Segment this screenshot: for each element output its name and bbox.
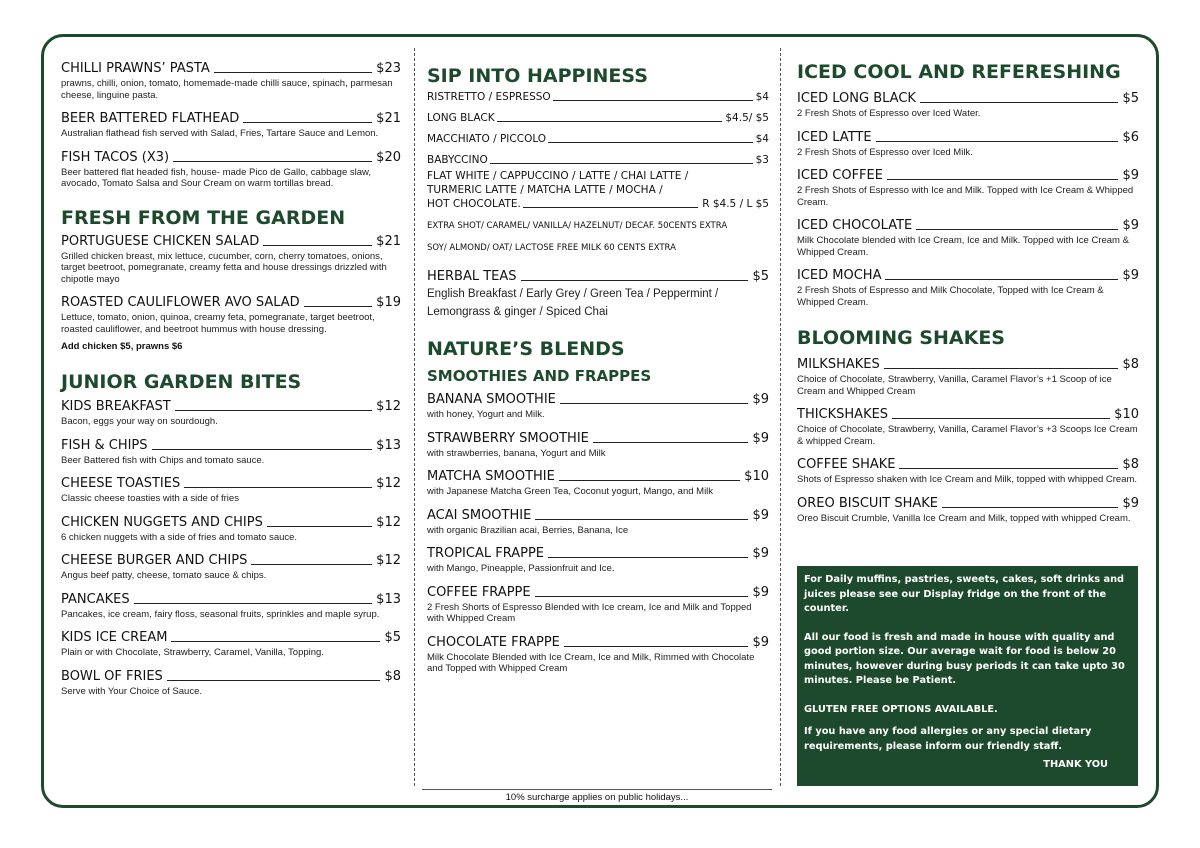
leader-line (884, 368, 1119, 369)
item-price: $9 (752, 634, 769, 650)
item-description: prawns, chilli, onion, tomato, homemade-made chilli sauce, spinach, parmesan cheese, linguine pasta. (61, 78, 393, 101)
item-name: CHEESE TOASTIES (61, 476, 181, 491)
item-name: CHEESE BURGER AND CHIPS (61, 553, 248, 568)
add-protein-note: Add chicken $5, prawns $6 (61, 341, 183, 352)
item-price: $9 (752, 392, 769, 407)
leader-line (942, 507, 1118, 508)
item-description: Oreo Biscuit Crumble, Vanilla Ice Cream and Milk, topped with whipped Cream. (797, 512, 1131, 524)
leader-line (916, 229, 1118, 230)
iced-section-title: ICED COOL AND REFERESHING (797, 61, 1121, 83)
leader-line (548, 557, 748, 558)
menu-item (61, 149, 401, 190)
item-name: ICED COFFEE (797, 168, 883, 183)
leader-line (304, 306, 372, 307)
gluten-free-note: GLUTEN FREE OPTIONS AVAILABLE. (804, 703, 998, 715)
alt-milk-note: SOY/ ALMOND/ OAT/ LACTOSE FREE MILK 60 CENTS EXTRA (427, 243, 676, 253)
leader-line (243, 122, 372, 123)
item-price: $9 (752, 546, 769, 561)
leader-line (885, 279, 1118, 280)
extra-shot-note: EXTRA SHOT/ CARAMEL/ VANILLA/ HAZELNUT/ DECAF. 50CENTS EXTRA (427, 221, 728, 231)
leader-line (267, 526, 372, 527)
item-name: KIDS BREAKFAST (61, 399, 171, 414)
menu-item (61, 110, 401, 140)
item-price: $13 (376, 437, 401, 453)
item-description: Beer battered flat headed fish, house- made Pico de Gallo, cabbage slaw, avocado, Tomato Salsa and Sour Cream on warm tortillas bread. (61, 166, 372, 189)
item-price: $12 (376, 553, 401, 568)
item-description: Grilled chicken breast, mix lettuce, cucumber, corn, cherry tomatoes, onions, target beetroot, pomegranate, creamy fetta and house dressings drizzled with chipotle mayo (61, 250, 387, 285)
item-description: Angus beef patty, cheese, tomato sauce & chips. (61, 570, 267, 581)
menu-item (427, 90, 769, 104)
leader-line (559, 480, 740, 481)
item-description: Lettuce, tomato, onion, quinoa, creamy feta, pomegranate, target beetroot, roasted cauliflower, and beetroot hummus with house dressing. (61, 312, 375, 335)
allergy-note: If you have any food allergies or any special dietary requirements, please inform our friendly staff. (804, 726, 1092, 752)
leader-line (899, 468, 1118, 469)
surcharge-note: 10% surcharge applies on public holidays... (422, 789, 772, 805)
cold-drinks-column (797, 60, 1139, 524)
item-name: LONG BLACK (427, 112, 495, 124)
shakes-list (797, 356, 1139, 524)
menu-item (427, 634, 769, 675)
item-description: Pancakes, ice cream, fairy floss, seasonal fruits, sprinkles and maple syrup. (61, 608, 380, 620)
item-price: $4.5/ $5 (725, 112, 769, 124)
leader-line (263, 245, 372, 246)
item-description: 2 Fresh Shots of Espresso and Milk Chocolate, Topped with Ice Cream & Whipped Cream. (797, 285, 1104, 308)
leader-line (920, 102, 1119, 103)
menu-item (427, 507, 769, 537)
item-name: STRAWBERRY SMOOTHIE (427, 430, 589, 446)
menu-item (797, 406, 1139, 447)
menu-item (61, 60, 401, 101)
item-name: COFFEE SHAKE (797, 457, 896, 472)
menu-item (61, 514, 401, 544)
milk-coffee-line-2: TURMERIC LATTE / MATCHA LATTE / MOCHA / (427, 184, 663, 196)
leader-line (887, 179, 1118, 180)
item-price: $21 (376, 233, 401, 249)
item-name: MATCHA SMOOTHIE (427, 469, 555, 484)
menu-item (797, 267, 1139, 308)
item-name: FISH & CHIPS (61, 437, 148, 453)
item-description: Shots of Espresso shaken with Ice Cream and Milk, topped with whipped Cream. (797, 474, 1138, 485)
item-price: $8 (1122, 457, 1139, 472)
herbal-teas-item (427, 268, 769, 321)
menu-item (797, 356, 1139, 397)
menu-item (797, 495, 1139, 525)
leader-line (535, 596, 749, 597)
milk-coffee-line-3: HOT CHOCOLATE. (427, 198, 521, 210)
item-description: Serve with Your Choice of Sauce. (61, 685, 203, 697)
item-price: $12 (376, 514, 401, 530)
item-name: KIDS ICE CREAM (61, 630, 168, 645)
item-price: $3 (755, 154, 769, 166)
menu-item (427, 545, 769, 575)
smoothies-list (427, 391, 769, 675)
item-description: Bacon, eggs your way on sourdough. (61, 416, 218, 427)
item-price: $12 (376, 476, 401, 491)
drinks-column (427, 64, 769, 675)
food-column (61, 60, 401, 697)
herbal-teas-name: HERBAL TEAS (427, 269, 517, 284)
leader-line (497, 121, 723, 122)
leader-line (548, 142, 753, 143)
leader-line (521, 280, 749, 281)
menu-item (61, 591, 401, 621)
item-description: Milk Chocolate blended with Ice Cream, Ice and Milk. Topped with Ice Cream & Whipped Cream. (797, 235, 1129, 258)
item-description: with Mango, Pineapple, Passionfruit and Ice. (427, 563, 615, 574)
item-description: Milk Chocolate Blended with Ice Cream, Ice and Milk, Rimmed with Chocolate and Topped with Whipped Cream (427, 651, 755, 674)
item-name: RISTRETTO / ESPRESSO (427, 91, 551, 103)
item-price: $9 (1122, 218, 1139, 233)
item-name: TROPICAL FRAPPE (427, 546, 544, 561)
item-name: ICED CHOCOLATE (797, 218, 913, 233)
menu-item (427, 468, 769, 498)
shakes-section-title: BLOOMING SHAKES (797, 327, 1005, 349)
item-price: $6 (1122, 129, 1139, 145)
item-name: PORTUGUESE CHICKEN SALAD (61, 233, 260, 249)
menu-item (797, 90, 1139, 120)
item-name: ICED LONG BLACK (797, 91, 916, 106)
item-name: CHOCOLATE FRAPPE (427, 634, 560, 650)
menu-item (797, 129, 1139, 159)
item-price: $9 (752, 507, 769, 523)
menu-item (427, 132, 769, 146)
menu-item (61, 294, 401, 335)
item-description: with strawberries, banana, Yogurt and Milk (427, 447, 606, 459)
item-price: $21 (376, 111, 401, 126)
item-description: 2 Fresh Shots of Espresso over Iced Water. (797, 108, 981, 119)
item-description: 2 Fresh Shorts of Espresso Blended with Ice cream, Ice and Milk and Topped with Whipped Cream (427, 601, 752, 624)
item-name: ICED LATTE (797, 129, 872, 145)
item-description: Classic cheese toasties with a side of fries (61, 493, 239, 504)
leader-line (251, 564, 372, 565)
menu-item (61, 629, 401, 659)
leader-line (171, 641, 380, 642)
menu-item (427, 391, 769, 421)
leader-line (553, 100, 753, 101)
item-name: MILKSHAKES (797, 357, 880, 372)
menu-item (61, 437, 401, 467)
item-price: $4 (755, 91, 769, 103)
column-divider-right (780, 48, 781, 786)
menu-item (61, 475, 401, 505)
milk-coffee-line-1: FLAT WHITE / CAPPUCCINO / LATTE / CHAI LATTE / (427, 170, 689, 182)
item-description: with organic Brazilian acai, Berries, Banana, Ice (427, 524, 629, 536)
smoothies-subtitle: SMOOTHIES AND FRAPPES (427, 367, 652, 385)
leader-line (175, 410, 372, 411)
milk-coffee-item (427, 169, 769, 211)
item-name: CHICKEN NUGGETS AND CHIPS (61, 514, 263, 530)
item-name: OREO BISCUIT SHAKE (797, 495, 939, 511)
item-description: Choice of Chocolate, Strawberry, Vanilla, Caramel Flavor’s +3 Scoops Ice Cream & whipped Cream. (797, 424, 1138, 447)
item-price: $9 (752, 584, 769, 600)
leader-line (564, 646, 749, 647)
menu-item (427, 111, 769, 125)
item-name: CHILLI PRAWNS’ PASTA (61, 61, 210, 76)
info-box (797, 566, 1138, 786)
item-description: Choice of Chocolate, Strawberry, Vanilla, Caramel Flavor’s +1 Scoop of ice Cream and Whipped Cream (797, 374, 1112, 397)
wait-time-note: All our food is fresh and made in house with quality and good portion size. Our average wait for food is below 20 minutes, however during busy periods it can take upto 30 minutes. Please be Patient. (804, 631, 1125, 686)
leader-line (173, 161, 372, 162)
item-name: BOWL OF FRIES (61, 668, 163, 684)
item-price: $20 (376, 149, 401, 165)
leader-line (184, 487, 372, 488)
item-price: $10 (744, 469, 769, 484)
leader-line (134, 603, 373, 604)
menu-item (61, 552, 401, 582)
item-description: 6 chicken nuggets with a side of fries and tomato sauce. (61, 531, 298, 543)
column-divider-left (414, 48, 415, 786)
milk-coffee-price: R $4.5 / L $5 (702, 198, 769, 210)
menu-item (797, 167, 1139, 208)
item-name: MACCHIATO / PICCOLO (427, 133, 547, 145)
thank-you-text: THANK YOU (1043, 759, 1108, 770)
item-description: Beer Battered fish with Chips and tomato sauce. (61, 454, 265, 466)
junior-section-title: JUNIOR GARDEN BITES (61, 371, 302, 393)
item-description: 2 Fresh Shots of Espresso with Ice and Milk. Topped with Ice Cream & Whipped Cream. (797, 185, 1134, 208)
menu-item (797, 456, 1139, 486)
leader-line (214, 72, 372, 73)
item-name: PANCAKES (61, 591, 130, 607)
leader-line (167, 680, 381, 681)
garden-section-title: FRESH FROM THE GARDEN (61, 206, 346, 229)
item-description: 2 Fresh Shots of Espresso over Iced Milk. (797, 146, 973, 158)
leader-line (152, 449, 373, 450)
menu-item (427, 153, 769, 167)
menu-item (61, 398, 401, 428)
item-price: $23 (376, 61, 401, 76)
leader-line (560, 403, 749, 404)
mains-list (61, 60, 401, 190)
item-price: $13 (376, 591, 401, 607)
leader-line (892, 418, 1110, 419)
menu-item (427, 584, 769, 625)
item-name: BEER BATTERED FLATHEAD (61, 111, 240, 126)
coffee-list (427, 90, 769, 167)
item-price: $12 (376, 399, 401, 414)
item-name: BANANA SMOOTHIE (427, 392, 556, 407)
item-name: ICED MOCHA (797, 268, 882, 283)
item-description: Australian flathead fish served with Salad, Fries, Tartare Sauce and Lemon. (61, 128, 379, 139)
item-price: $5 (1122, 91, 1139, 106)
item-name: COFFEE FRAPPE (427, 584, 531, 600)
leader-line (523, 207, 698, 208)
item-price: $9 (1122, 168, 1139, 183)
menu-item (61, 668, 401, 698)
junior-list (61, 398, 401, 697)
item-price: $9 (1122, 268, 1139, 283)
item-price: $9 (1122, 495, 1139, 511)
item-price: $9 (752, 430, 769, 446)
item-price: $8 (1122, 357, 1139, 372)
menu-item (797, 217, 1139, 258)
leader-line (593, 442, 749, 443)
item-name: ROASTED CAULIFLOWER AVO SALAD (61, 295, 300, 310)
item-price: $10 (1114, 407, 1139, 422)
item-price: $4 (755, 133, 769, 145)
herbal-teas-desc: English Breakfast / Early Grey / Green Tea / Peppermint / Lemongrass & ginger / Spiced Chai (427, 288, 719, 318)
leader-line (490, 163, 753, 164)
item-price: $5 (384, 630, 401, 645)
natures-section-title: NATURE’S BLENDS (427, 338, 625, 360)
item-description: with honey, Yogurt and Milk. (427, 409, 545, 420)
item-description: Plain or with Chocolate, Strawberry, Caramel, Vanilla, Topping. (61, 647, 324, 658)
menu-item (61, 233, 401, 286)
leader-line (535, 519, 748, 520)
item-price: $8 (384, 668, 401, 684)
iced-list (797, 90, 1139, 308)
item-name: FISH TACOS (X3) (61, 149, 170, 165)
item-name: ACAI SMOOTHIE (427, 507, 532, 523)
item-name: BABYCCINO (427, 154, 488, 166)
display-fridge-note: For Daily muffins, pastries, sweets, cakes, soft drinks and juices please see our Display fridge on the front of the counter. (804, 574, 1125, 614)
menu-item (427, 430, 769, 460)
sip-section-title: SIP INTO HAPPINESS (427, 65, 648, 87)
leader-line (876, 141, 1119, 142)
item-name: THICKSHAKES (797, 407, 889, 422)
item-price: $19 (376, 295, 401, 310)
herbal-teas-price: $5 (752, 269, 769, 284)
garden-list (61, 233, 401, 336)
item-description: with Japanese Matcha Green Tea, Coconut yogurt, Mango, and Milk (427, 486, 714, 497)
